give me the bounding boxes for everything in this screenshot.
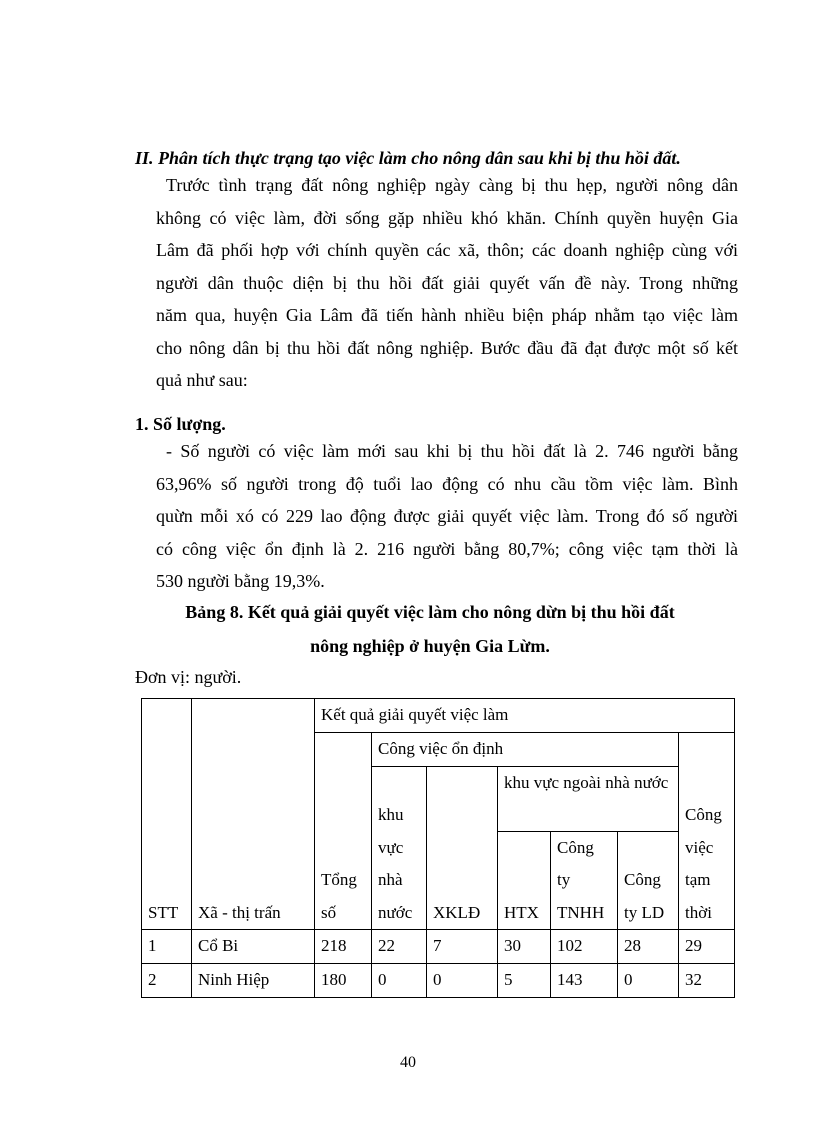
header-state: khu vực nhà nước — [372, 766, 427, 930]
intro-line: năm qua, huyện Gia Lâm đã tiến hành nhiều biện pháp nhằm tạo việc làm — [156, 305, 738, 325]
intro-line: Lâm đã phối hợp với chính quyền các xã, thôn; các doanh nghiệp cùng với — [156, 240, 738, 260]
header-result: Kết quả giải quyết việc làm — [315, 699, 735, 733]
header-temp: Công việc tạm thời — [679, 733, 735, 930]
quantity-line: 530 người bằng 19,3%. — [156, 571, 325, 591]
table-row: 1 Cổ Bi 218 22 7 30 102 28 29 — [142, 930, 735, 964]
header-export: XKLĐ — [427, 766, 498, 930]
intro-line: không có việc làm, đời sống gặp nhiều khó khăn. Chính quyền huyện Gia — [156, 207, 738, 228]
intro-line: quả như sau: — [156, 370, 248, 390]
results-table — [141, 698, 735, 998]
table-caption-line2: nông nghiệp ở huyện Gia Lừm. — [310, 636, 550, 656]
intro-line: người dân thuộc diện bị thu hồi đất giải quyết vấn đề này. Trong những — [156, 272, 738, 293]
table-row: 2 Ninh Hiệp 180 0 0 5 143 0 32 — [142, 964, 735, 998]
header-total: Tổng số — [315, 733, 372, 930]
section-title: II. Phân tích thực trạng tạo việc làm cho nông dân sau khi bị thu hồi đất. — [135, 148, 681, 168]
intro-paragraph — [156, 169, 738, 397]
unit-label: Đơn vị: người. — [135, 667, 242, 687]
subsection-title: 1. Số lượng. — [135, 414, 226, 434]
header-stable: Công việc ổn định — [372, 733, 679, 767]
header-commune: Xã - thị trấn — [192, 699, 315, 930]
page-number: 40 — [400, 1054, 416, 1071]
intro-line: cho nông dân bị thu hồi đất nông nghiệp. Bước đầu đã đạt được một số kết — [156, 337, 738, 358]
header-coop: HTX — [498, 831, 551, 930]
header-jsc: Công ty LD — [618, 831, 679, 930]
intro-line: Trước tình trạng đất nông nghiệp ngày càng bị thu hẹp, người nông dân — [166, 175, 738, 195]
quantity-line: 63,96% số người trong độ tuổi lao động có nhu cầu tồm việc làm. Bình — [156, 473, 738, 494]
header-llc: Công ty TNHH — [551, 831, 618, 930]
quantity-paragraph — [156, 435, 738, 598]
quantity-line: - Số người có việc làm mới sau khi bị thu hồi đất là 2. 746 người bằng — [166, 441, 738, 461]
quantity-line: có công việc ổn định là 2. 216 người bằng 80,7%; công việc tạm thời là — [156, 538, 738, 559]
header-stt: STT — [142, 699, 192, 930]
header-nonstate: khu vực ngoài nhà nước — [498, 766, 679, 831]
quantity-line: quừn mỗi xó có 229 lao động được giải quyết việc làm. Trong đó số người — [156, 506, 738, 526]
table-caption-line1: Bảng 8. Kết quả giải quyết việc làm cho nông dừn bị thu hồi đất — [185, 602, 675, 622]
